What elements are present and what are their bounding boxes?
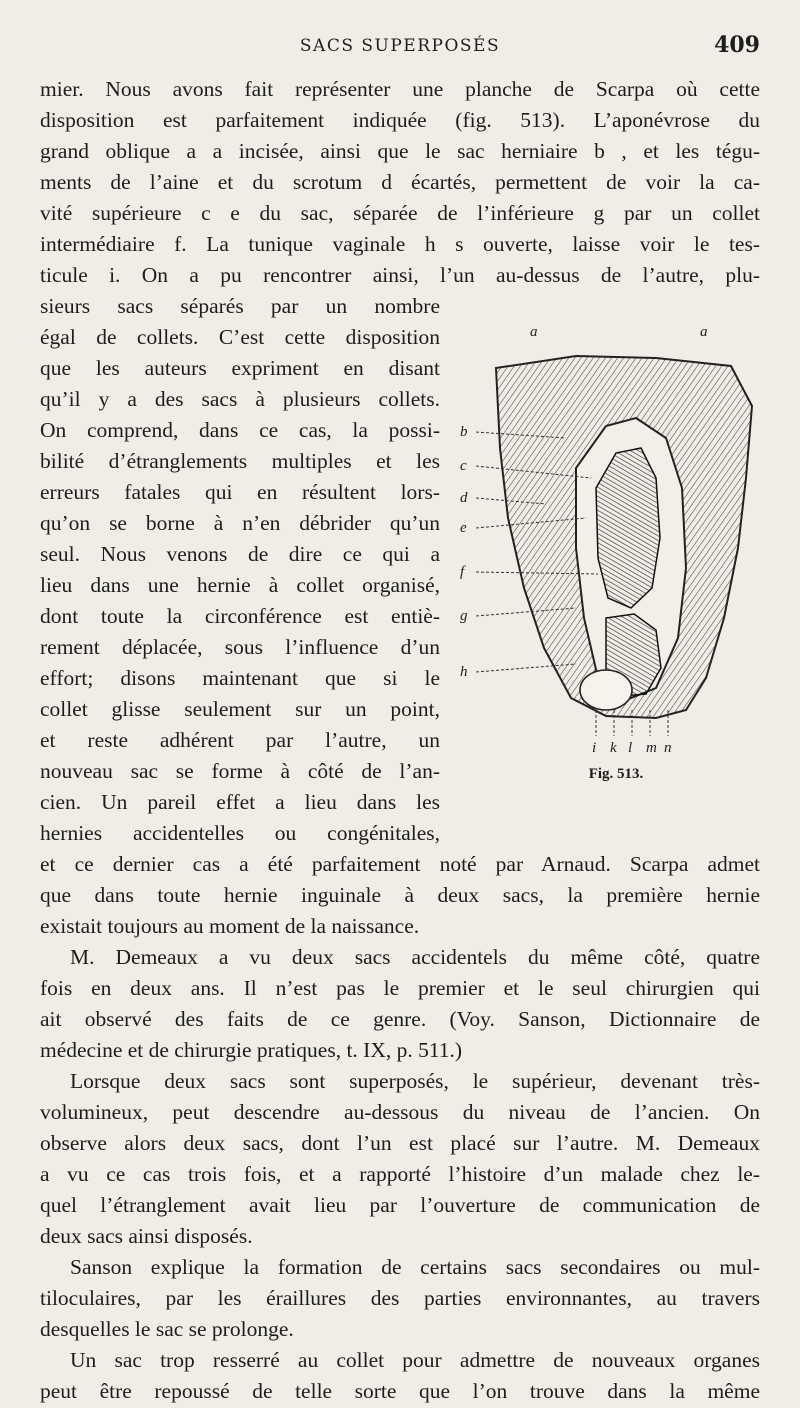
text-line: peut être repoussé de telle sorte que l’on trouve dans la même (40, 1379, 760, 1403)
text-line: fois en deux ans. Il n’est pas le premier et le seul chirurgien qui (40, 976, 760, 1000)
paragraph-1-bottom (40, 849, 760, 942)
running-title: SACS SUPERPOSÉS (299, 36, 501, 56)
figure-caption: Fig. 513. (588, 766, 644, 782)
text-line: Un sac trop resserré au collet pour admettre de nouveaux organes (70, 1348, 760, 1372)
text-line: seul. Nous venons de dire ce qui a (40, 542, 440, 566)
text-line: cien. Un pareil effet a lieu dans les (40, 790, 440, 814)
text-line: tiloculaires, par les éraillures des parties environnantes, au travers (40, 1286, 760, 1310)
text-line: Lorsque deux sacs sont superposés, le supérieur, devenant très- (70, 1069, 760, 1093)
label-k: k (610, 740, 617, 756)
text-line: disposition est parfaitement indiquée (fig. 513). L’aponévrose du (40, 108, 760, 132)
text-line: qu’on se borne à n’en débrider qu’un (40, 511, 440, 535)
upper-cavity (596, 448, 660, 608)
label-f: f (460, 564, 465, 580)
text-line: volumineux, peut descendre au-dessous du niveau de l’ancien. On (40, 1100, 760, 1124)
text-line: que dans toute hernie inguinale à deux sacs, la première hernie (40, 883, 760, 907)
text-line: que les auteurs expriment en disant (40, 356, 440, 380)
paragraph-2 (40, 942, 760, 1066)
label-l: l (628, 740, 633, 756)
text-line: collet glisse seulement sur un point, (40, 697, 440, 721)
paragraph-4 (40, 1252, 760, 1345)
text-line: grand oblique a a incisée, ainsi que le sac herniaire b , et les tégu- (40, 139, 760, 163)
text-line: mier. Nous avons fait représenter une planche de Scarpa où cette (40, 77, 760, 101)
text-line: M. Demeaux a vu deux sacs accidentels du même côté, quatre (70, 945, 760, 969)
paragraph-3 (40, 1066, 760, 1252)
text-line: bilité d’étranglements multiples et les (40, 449, 440, 473)
text-line: observe alors deux sacs, dont l’un est placé sur l’autre. M. Demeaux (40, 1131, 760, 1155)
page-header (40, 30, 760, 66)
label-c: c (460, 458, 467, 474)
text-line: erreurs fatales qui en résultent lors- (40, 480, 440, 504)
label-b: b (460, 424, 468, 440)
text-line: ticule i. On a pu rencontrer ainsi, l’un au-dessus de l’autre, plu- (40, 263, 760, 287)
label-e: e (460, 520, 467, 536)
paragraph-1-narrow (40, 291, 440, 849)
text-line: Sanson explique la formation de certains sacs secondaires ou mul- (70, 1255, 760, 1279)
label-m: m (646, 740, 657, 756)
paragraph-5 (40, 1345, 760, 1407)
text-line: et reste adhérent par l’autre, un (40, 728, 440, 752)
text-line: intermédiaire f. La tunique vaginale h s ouverte, laisse voir le tes- (40, 232, 760, 256)
label-g: g (460, 608, 468, 624)
text-line: nouveau sac se forme à côté de l’an- (40, 759, 440, 783)
text-line: dont toute la circonférence est entiè- (40, 604, 440, 628)
label-a-right: a (700, 324, 708, 340)
figure-illustration (456, 318, 760, 798)
text-line: desquelles le sac se prolonge. (40, 1317, 294, 1341)
figure-513 (456, 318, 760, 798)
label-n: n (664, 740, 672, 756)
text-line: quel l’étranglement avait lieu par l’ouverture de communication de (40, 1193, 760, 1217)
text-line: et ce dernier cas a été parfaitement noté par Arnaud. Scarpa admet (40, 852, 760, 876)
text-line: rement déplacée, sous l’influence d’un (40, 635, 440, 659)
text-line: vité supérieure c e du sac, séparée de l’inférieure g par un collet (40, 201, 760, 225)
text-line: ait observé des faits de ce genre. (Voy. Sanson, Dictionnaire de (40, 1007, 760, 1031)
text-line: effort; disons maintenant que si le (40, 666, 440, 690)
testicle-shape (580, 670, 632, 710)
label-h: h (460, 664, 468, 680)
text-line: a vu ce cas trois fois, et a rapporté l’histoire d’un malade chez le- (40, 1162, 760, 1186)
text-line: qu’il y a des sacs à plusieurs collets. (40, 387, 440, 411)
text-line: deux sacs ainsi disposés. (40, 1224, 253, 1248)
text-line: égal de collets. C’est cette disposition (40, 325, 440, 349)
text-line: On comprend, dans ce cas, la possi- (40, 418, 440, 442)
text-line: ments de l’aine et du scrotum d écartés, permettent de voir la ca- (40, 170, 760, 194)
text-line: hernies accidentelles ou congénitales, (40, 821, 440, 845)
text-line: existait toujours au moment de la naissance. (40, 914, 420, 938)
text-line: lieu dans une hernie à collet organisé, (40, 573, 440, 597)
label-a-left: a (530, 324, 538, 340)
page-number: 409 (714, 32, 760, 58)
text-line: sieurs sacs séparés par un nombre (40, 294, 440, 318)
paragraph-1-top (40, 74, 760, 291)
label-d: d (460, 490, 468, 506)
label-i: i (592, 740, 597, 756)
text-line: médecine et de chirurgie pratiques, t. IX, p. 511.) (40, 1038, 463, 1062)
